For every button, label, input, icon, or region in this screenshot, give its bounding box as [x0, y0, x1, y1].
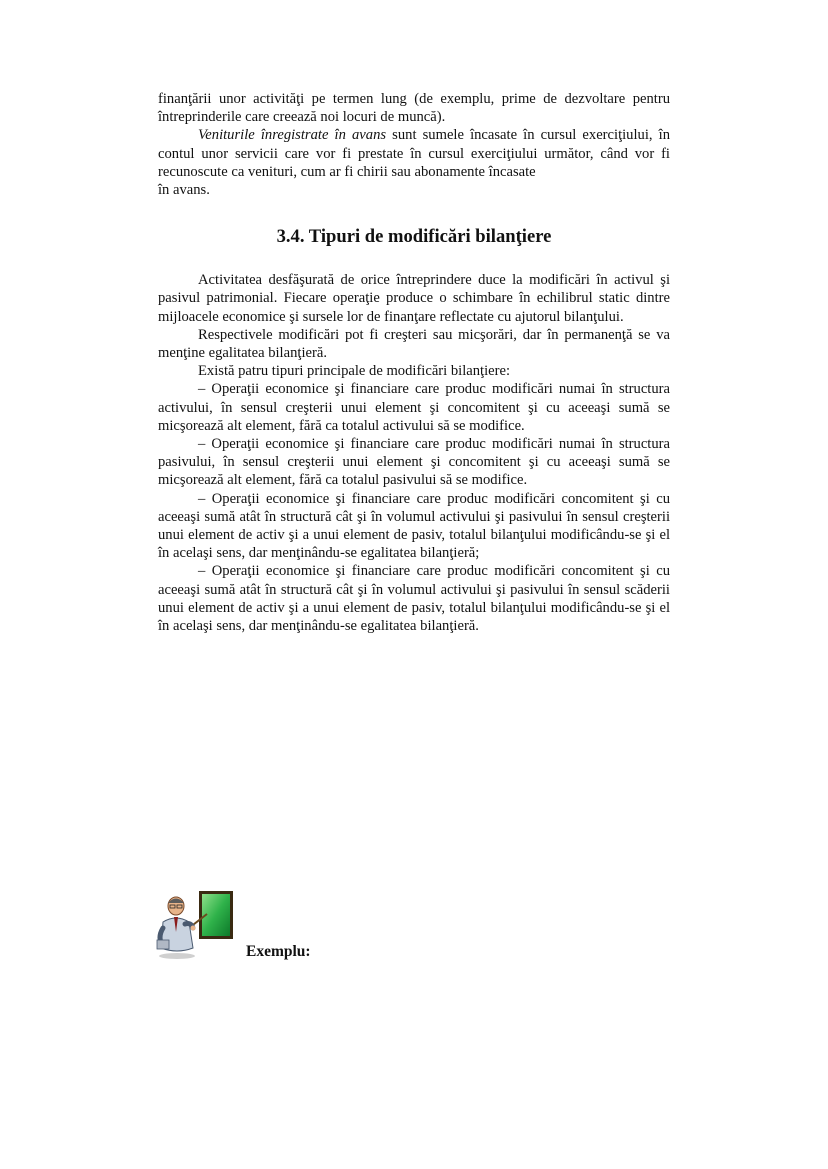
term-deferred-revenue: Veniturile înregistrate în avans [198, 127, 387, 144]
list-item-asset-structure: – Operaţii economice şi financiare care produc modificări numai în structura activului, în sensul creşterii unui element şi concomitent şi cu aceeaşi sumă se micşorează alt element, fără ca totalul activului să se modifice. [158, 381, 670, 434]
example-label: Exemplu: [246, 943, 311, 960]
list-item-increase: – Operaţii economice şi financiare care produc modificări concomitent şi cu aceeaşi sumă atât în structură cât şi în volumul activului şi pasivului în sensul creşterii unui element de activ şi a unui element de pasiv, totalul bilanţului modificându-se şi el în acelaşi sens, dar menţinându-se egalitatea bilanţieră; [158, 490, 670, 562]
teacher-at-board-icon [155, 888, 237, 960]
paragraph-deferred-revenue [158, 126, 670, 181]
paragraph-changes: Respectivele modificări pot fi creşteri sau micşorări, dar în permanenţă se va menţine egalitatea bilanţieră. [158, 326, 670, 362]
document-body [158, 90, 670, 635]
deferred-revenue-definition: sunt sumele încasate în cursul exerciţiului, în contul unor servicii care vor fi prestate în cursul exerciţiului următor, când vor fi recunoscute ca venituri, cum ar fi chirii sau abonamente încasate [158, 127, 671, 180]
list-item-decrease: – Operaţii economice şi financiare care produc modificări concomitent şi cu aceeaşi sumă atât în structură cât şi în volumul activului şi pasivului în sensul scăderii unui element de activ şi a unui element de pasiv, totalul bilanţului modificându-se şi el în acelaşi sens, dar menţinându-se egalitatea bilanţieră. [158, 563, 670, 635]
paragraph-four-types: Există patru tipuri principale de modificări bilanţiere: [198, 363, 511, 380]
list-item-liability-structure: – Operaţii economice şi financiare care produc modificări numai în structura pasivului, în sensul creşterii unui element şi concomitent şi cu aceeaşi sumă se micşorează alt element, fără ca totalul pasivului să se modifice. [158, 436, 670, 489]
section-title: 3.4. Tipuri de modificări bilanţiere [276, 226, 552, 248]
paragraph-deferred-revenue-tail: în avans. [158, 182, 210, 199]
paragraph-financing: finanţării unor activităţi pe termen lung (de exemplu, prime de dezvoltare pentru întreprinderile care creează noi locuri de muncă). [158, 91, 670, 126]
paragraph-activity: Activitatea desfăşurată de orice întreprindere duce la modificări în activul şi pasivul patrimonial. Fiecare operaţie produce o schimbare în echilibrul static dintre mijloacele economice şi sursele lor de finanţare reflectate cu ajutorul bilanţului. [158, 272, 670, 325]
